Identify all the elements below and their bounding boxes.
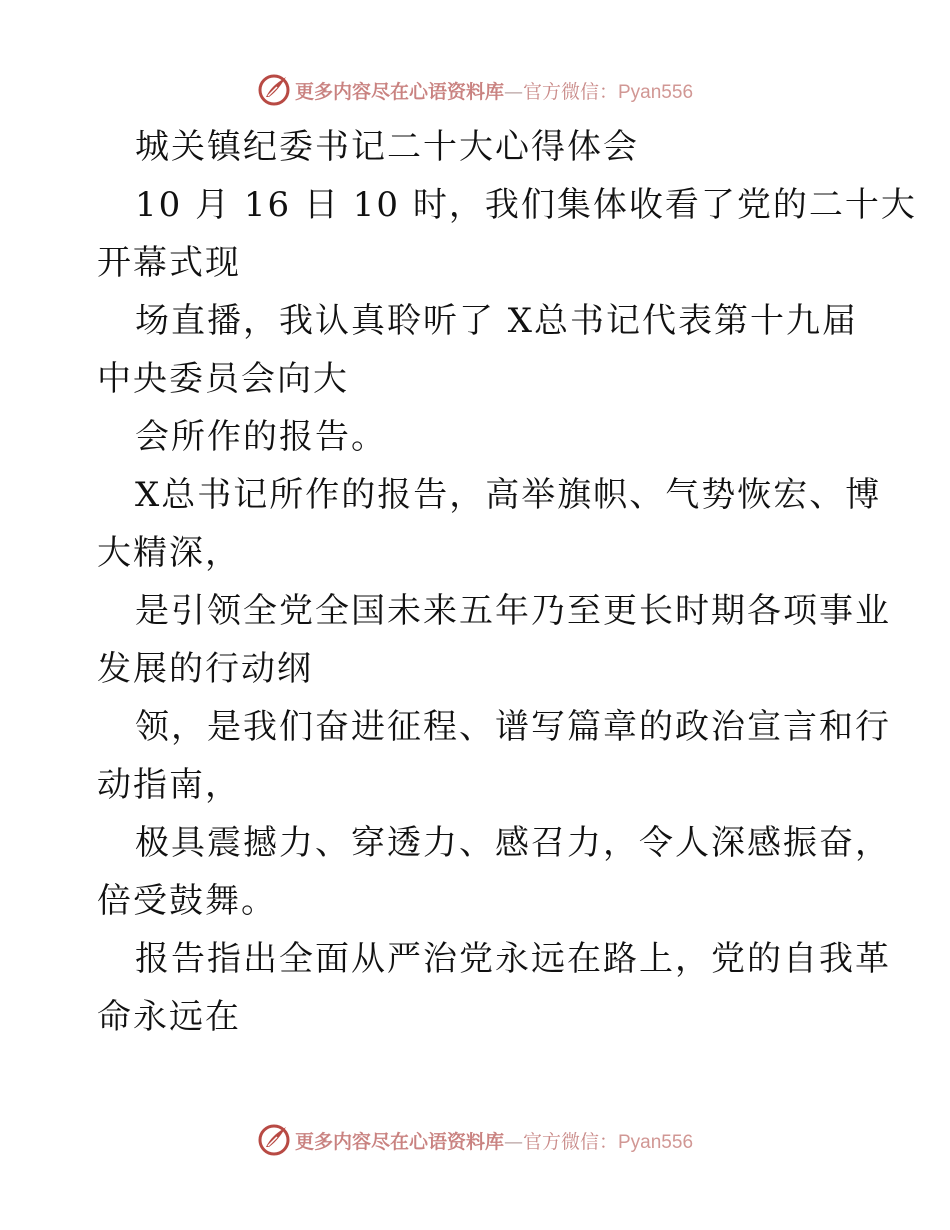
watermark-text	[295, 77, 693, 104]
text-line: 报告指出全面从严治党永远在路上，党的自我革	[135, 939, 891, 979]
text-line: 中央委员会向大	[97, 359, 349, 399]
watermark-separator: —	[503, 80, 523, 103]
text-line: 领，是我们奋进征程、谱写篇章的政治宣言和行	[135, 707, 891, 747]
text-line: 发展的行动纲	[97, 649, 313, 689]
watermark-label: 官方微信：	[522, 80, 618, 103]
watermark-id: Pyan556	[618, 1131, 694, 1153]
watermark-main: 更多内容尽在心语资料库	[294, 80, 504, 103]
watermark-main: 更多内容尽在心语资料库	[294, 1130, 504, 1153]
quill-logo-icon	[257, 1123, 291, 1157]
watermark-text	[295, 1127, 693, 1154]
text-line: 倍受鼓舞。	[97, 881, 277, 921]
text-line: 开幕式现	[97, 243, 241, 283]
text-line: 极具震撼力、穿透力、感召力，令人深感振奋，	[135, 823, 891, 863]
text-line: 是引领全党全国未来五年乃至更长时期各项事业	[135, 591, 891, 631]
text-line: 大精深，	[97, 533, 241, 573]
watermark-id: Pyan556	[618, 81, 694, 103]
watermark-label: 官方微信：	[522, 1130, 618, 1153]
document-body	[97, 118, 917, 1046]
watermark-separator: —	[503, 1130, 523, 1153]
watermark-group	[257, 1123, 693, 1157]
text-line: 动指南，	[97, 765, 241, 805]
watermark-group	[257, 73, 693, 107]
text-line: 会所作的报告。	[135, 417, 387, 457]
text-line: X总书记所作的报告，高举旗帜、气势恢宏、博	[135, 475, 882, 515]
header-watermark	[0, 70, 950, 110]
quill-logo-icon	[257, 73, 291, 107]
document-title: 城关镇纪委书记二十大心得体会	[135, 127, 639, 167]
footer-watermark	[0, 1120, 950, 1160]
text-line: 场直播，我认真聆听了 X总书记代表第十九届	[135, 301, 859, 341]
text-line: 10 月 16 日 10 时，我们集体收看了党的二十大	[135, 185, 917, 225]
text-line: 命永远在	[97, 997, 241, 1037]
